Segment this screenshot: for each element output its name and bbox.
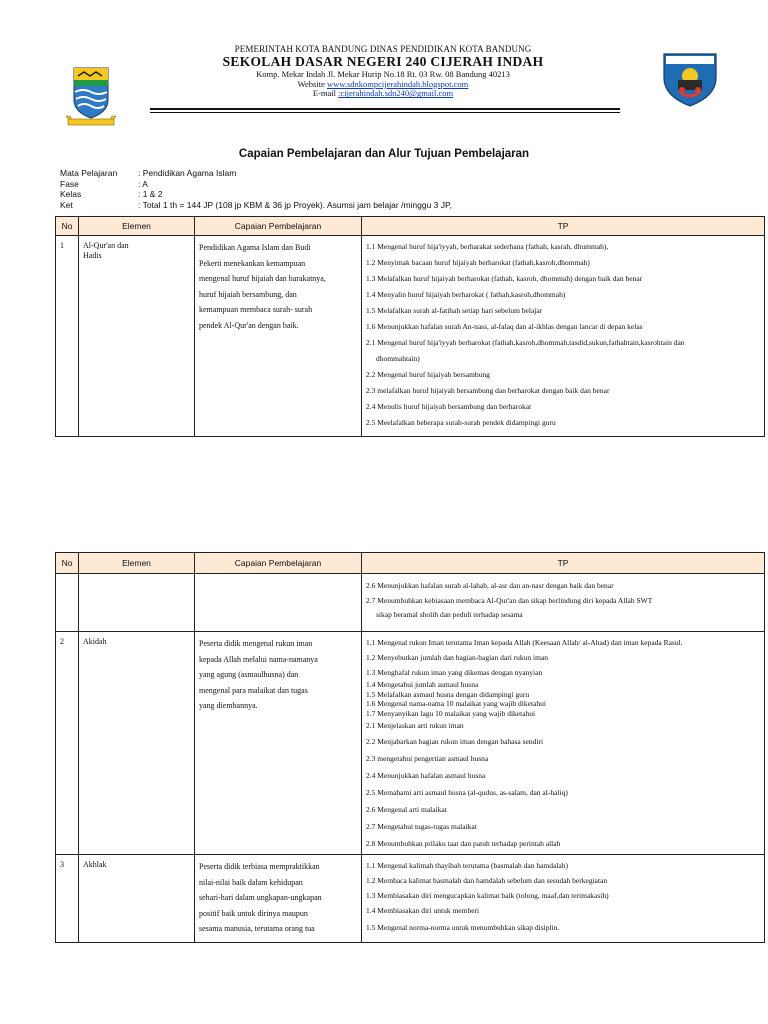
government-line: PEMERINTAH KOTA BANDUNG DINAS PENDIDIKAN KOTA BANDUNG: [234, 44, 532, 54]
curriculum-table-2: [55, 552, 765, 943]
header-divider-thin: [150, 112, 620, 113]
meta-value: : Pendidikan Agama Islam: [138, 168, 237, 178]
tp-item: 1.2 Menyebutkan jumlah dan bagian-bagian dari rukun iman: [366, 653, 549, 662]
school-emblem-icon: [660, 50, 720, 110]
meta-key: Kelas: [60, 189, 82, 200]
table-header-row: [56, 553, 765, 574]
cp-line: yang agung (asmaulhusna) dan: [199, 670, 299, 679]
tp-item: 2.4 Menulis huruf hijaiyah bersambung dan berharokat: [366, 402, 532, 411]
tp-item: 2.7 Menumbuhkan kebiasaan membaca Al-Qur'an dan sikap berlindung diri kepada Allah SWT: [366, 596, 653, 605]
header-elemen: Elemen: [79, 217, 195, 236]
header-cp: Capaian Pembelajaran: [195, 217, 362, 236]
tp-cell: [362, 574, 765, 632]
tp-item: 1.6 Menunjukkan hafalan surah An-nass, al-falaq dan al-ikhlas dengan lancar di depan kelas: [366, 322, 643, 331]
tp-item: 1.4 Menyalin huruf hijaiyah berharokat ( fathah,kasroh,dhommah): [366, 290, 566, 299]
tp-item: 1.3 Menghafal rukun iman yang dikemas dengan nyanyian: [366, 668, 543, 677]
school-name: SEKOLAH DASAR NEGERI 240 CIJERAH INDAH: [222, 54, 544, 70]
cp-line: kemampuan membaca surah- surah: [199, 305, 313, 314]
tp-cell: [362, 236, 765, 437]
tp-item: 1.7 Menyanyikan lagu 10 malaikat yang wajib diketahui: [366, 708, 536, 718]
cp-cell: [195, 855, 362, 943]
curriculum-table-1: [55, 216, 765, 437]
tp-cell: [362, 855, 765, 943]
letterhead-text: [150, 44, 616, 99]
header-no: No: [56, 217, 79, 236]
tp-item: 1.4 Membiasakan diri untuk memberi: [366, 906, 480, 915]
tp-cell: [362, 632, 765, 855]
email-link[interactable]: :cijerahindah.sdn240@gmail.com: [338, 88, 454, 99]
header-divider-thick: [150, 108, 620, 110]
meta-value: : A: [138, 178, 148, 189]
elemen-cell: [79, 632, 195, 855]
email-line: [150, 89, 616, 99]
row-number: 3: [56, 855, 79, 943]
tp-item: 1.1 Mengenal rukun Iman terutama Iman kepada Allah (Keesaan Allah/ al-Ahad) dan iman kepada Rasul.: [366, 638, 683, 647]
header-tp: TP: [362, 217, 765, 236]
cp-cell: [195, 574, 362, 632]
subject-info: [60, 168, 452, 210]
cp-line: mengenal huruf hijaiah dan harakatnya,: [199, 274, 326, 283]
meta-value: : 1 & 2: [138, 189, 163, 200]
table-row: [56, 632, 765, 855]
elemen-cell: [79, 574, 195, 632]
meta-row: [60, 200, 452, 211]
tp-item: 2.3 melafalkan huruf hijaiyah bersambung dan berharokat dengan baik dan benar: [366, 386, 610, 395]
elemen-line: Hadis: [83, 251, 102, 260]
tp-item: 1.2 Menyimak bacaan huruf hijaiyah berharokat (fathah,kasroh,dhommah): [366, 258, 590, 267]
tp-item: 2.6 Menunjukkan hafalan surah al-lahab, al-asr dan an-nasr dengan baik dan benar: [366, 581, 614, 590]
meta-key: Fase: [60, 178, 79, 189]
tp-item: 2.6 Mengenal arti malaikat: [366, 805, 447, 814]
row-number: [56, 574, 79, 632]
tp-item: 2.5 Memahami arti asmaul husna (al-qudus, as-salam, dan al-haliq): [366, 788, 568, 797]
header-elemen: Elemen: [79, 553, 195, 574]
row-number: 1: [56, 236, 79, 437]
header-no: No: [56, 553, 79, 574]
tp-item: 2.7 Mengetahui tugas-tugas malaikat: [366, 822, 477, 831]
tp-item: 2.1 Mengenal huruf hija'iyyah berharokat (fathah,kasroh,dhommah,tasdid,sukun,fathahtain,kasrohtain dan: [366, 338, 685, 347]
cp-line: pendek Al-Qur'an dengan baik.: [199, 320, 299, 330]
cp-line: sesama manusia, terutama orang tua: [199, 924, 315, 933]
tp-item: 1.5 Mengenal norma-norma untuk menumbuhkan sikap disiplin.: [366, 923, 560, 932]
tp-item: 1.4 Mengetahui jumlah asmaul husna: [366, 680, 479, 689]
school-address: Komp. Mekar Indah Jl. Mekar Hurip No.18 Rt. 03 Rw. 08 Bandung 40213: [256, 68, 510, 79]
cp-line: positif baik untuk dirinya maupun: [199, 908, 308, 918]
tp-item: 2.4 Menunjukkan hafalan asmaul husna: [366, 771, 486, 780]
meta-row: [60, 179, 452, 190]
meta-key: Mata Pelajaran: [60, 168, 118, 178]
cp-cell: [195, 236, 362, 437]
tp-item-continued: sikap beramal sholih dan peduli terhadap sesama: [376, 610, 523, 619]
meta-key: Ket: [60, 199, 73, 210]
elemen-line: Akhlak: [83, 860, 107, 869]
tp-item: 2.8 Menumbuhkan prilaku taat dan patuh terhadap perintah allah: [366, 839, 561, 848]
tp-item: 2.3 mengetahui pengertian asmaul husna: [366, 754, 489, 763]
table-row: [56, 855, 765, 943]
tp-item-continued: dhommahtain): [376, 354, 420, 363]
tp-item: 1.3 Melafalkan huruf hijaiyah berharokat (fathah, kasroh, dhommah) dengan baik dan benar: [366, 274, 643, 283]
cp-line: yang diembannya.: [199, 701, 258, 710]
cp-line: Peserta didik terbiasa mempraktikkan: [199, 862, 320, 871]
cp-line: huruf hijaiah bersambung, dan: [199, 289, 297, 299]
tp-item: 1.5 Melafalkan surah al-fatihah setiap hari sebelum belajar: [366, 306, 543, 315]
elemen-line: Akidah: [83, 637, 107, 646]
tp-item: 1.1 Mengenal kalimah thayibah terutama (basmalah dan hamdalah): [366, 861, 569, 870]
table-row: [56, 574, 765, 632]
document-title: Capaian Pembelajaran dan Alur Tujuan Pembelajaran: [238, 148, 530, 160]
tp-item: 1.2 Membaca kalimat basmalah dan hamdalah sebelum dan sesudah berkegiatan: [366, 876, 608, 885]
meta-row: [60, 168, 452, 179]
header-cp: Capaian Pembelajaran: [195, 553, 362, 574]
tp-item: 1.5 Melafalkan asmaul husna dengan didampingi guru: [366, 689, 530, 699]
website-label: Website: [297, 78, 325, 89]
cp-line: nilai-nilai baik dalam kehidupan: [199, 877, 303, 887]
elemen-cell: [79, 236, 195, 437]
cp-line: mengenal para malaikat dan tugas: [199, 685, 308, 695]
elemen-cell: [79, 855, 195, 943]
cp-line: sehari-hari dalam ungkapan-ungkapan: [199, 893, 322, 902]
cp-line: Pendidikan Agama Islam dan Budi: [199, 243, 311, 252]
row-number: 2: [56, 632, 79, 855]
tp-item: 2.2 Mengenal huruf hijaiyah bersambung: [366, 370, 490, 379]
tp-item: 2.5 Meelafalkan beberapa surah-surah pendek didampingi guru: [366, 418, 556, 427]
table-row: [56, 236, 765, 437]
tp-item: 1.1 Mengenal huruf hija'iyyah, berharakat sederhana (fathah, kasrah, dhummah),: [366, 242, 609, 251]
tp-item: 1.6 Mengenal nama-nama 10 malaikat yang wajib diketahui: [366, 699, 546, 708]
cp-line: Pekerti menekankan kemampuan: [199, 258, 306, 268]
meta-value: : Total 1 th = 144 JP (108 jp KBM & 36 jp Proyek). Asumsi jam belajar /minggu 3 JP,: [138, 199, 452, 210]
tp-item: 1.3 Membiasakan diri mengucapkan kalimat baik (tolong, maaf,dan terimakasih): [366, 891, 609, 900]
cp-line: Peserta didik mengenal rukun iman: [199, 639, 313, 648]
letterhead: [0, 0, 768, 135]
website-link[interactable]: www.sdnkompcijerahindah.blogspot.com: [326, 78, 469, 89]
email-label: E-mail: [312, 88, 336, 99]
tp-item: 2.2 Menjabarkan bagian rukun iman dengan bahasa sendiri: [366, 737, 544, 746]
cp-line: kepada Allah melalui nama-namanya: [199, 654, 318, 664]
tp-item: 2.1 Menjelaskan arti rukun iman: [366, 721, 464, 730]
header-tp: TP: [362, 553, 765, 574]
bandung-city-emblem-icon: [66, 66, 116, 128]
cp-cell: [195, 632, 362, 855]
elemen-line: Al-Qur'an dan: [83, 241, 129, 250]
table-header-row: [56, 217, 765, 236]
meta-row: [60, 189, 452, 200]
